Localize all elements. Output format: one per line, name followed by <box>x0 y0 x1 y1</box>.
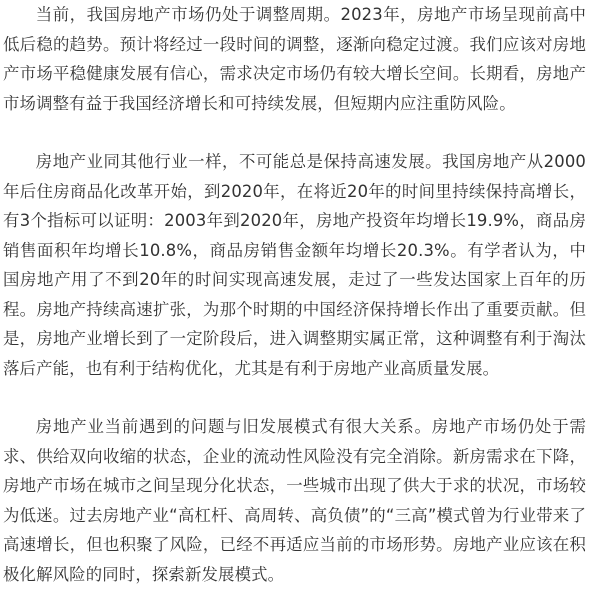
paragraph-growth-history: 房地产业同其他行业一样，不可能总是保持高速发展。我国房地产从2000年后住房商品化改革开始，到2020年，在将近20年的时间里持续保持高增长，有3个指标可以证明：2003年到2020年，房地产投资年均增长19.9%，商品房销售面积年均增长10.8%，商品房销售金额年均增长20.3%。有学者认为，中国房地产用了不到20年的时间实现高速发展，走过了一些发达国家上百年的历程。房地产持续高速扩张，为那个时期的中国经济保持增长作出了重要贡献。但是，房地产业增长到了一定阶段后，进入调整期实属正常，这种调整有利于淘汰落后产能，也有利于结构优化，尤其是有利于房地产业高质量发展。 <box>3 152 586 378</box>
paragraph-market-adjustment: 当前，我国房地产市场仍处于调整周期。2023年，房地产市场呈现前高中低后稳的趋势。预计将经过一段时间的调整，逐渐向稳定过渡。我们应该对房地产市场平稳健康发展有信心，需求决定市场仍有较大增长空间。长期看，房地产市场调整有益于我国经济增长和可持续发展，但短期内应注重防风险。 <box>3 5 586 113</box>
paragraph-current-problems: 房地产业当前遇到的问题与旧发展模式有很大关系。房地产市场仍处于需求、供给双向收缩的状态，企业的流动性风险没有完全消除。新房需求在下降，房地产市场在城市之间呈现分化状态，一些城市出现了供大于求的状况，市场较为低迷。过去房地产业“高杠杆、高周转、高负债”的“三高”模式曾为行业带来了高速增长，但也积聚了风险，已经不再适应当前的市场形势。房地产业应该在积极化解风险的同时，探索新发展模式。 <box>3 417 586 584</box>
